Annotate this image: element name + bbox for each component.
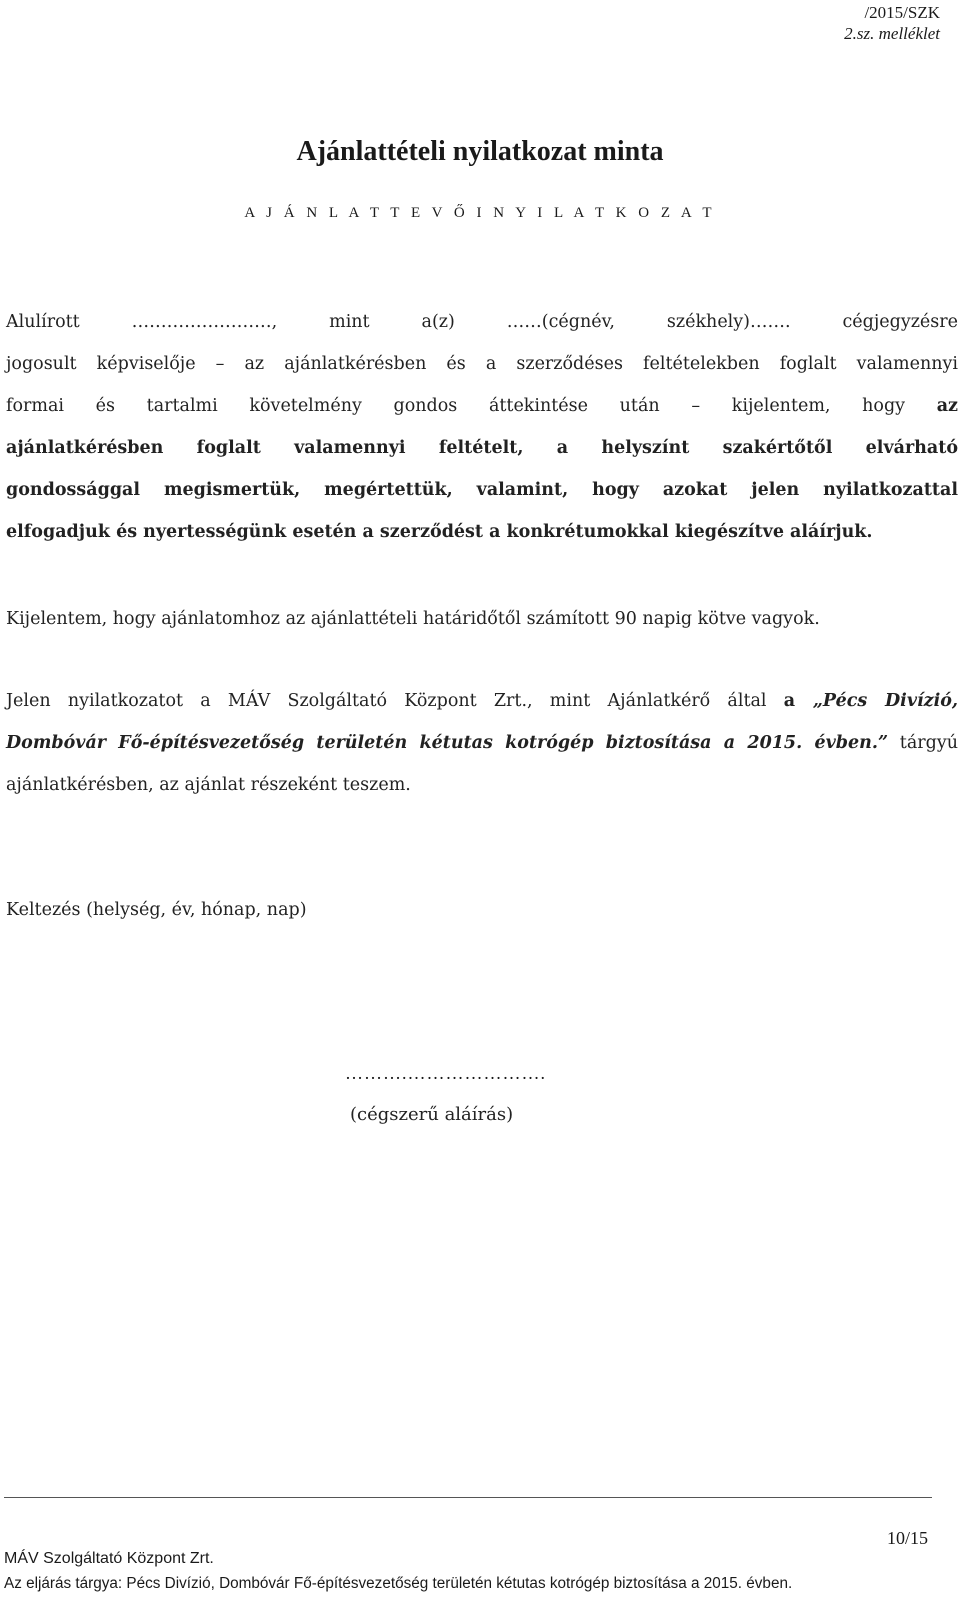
annex-label: 2.sz. melléklet	[844, 24, 940, 43]
date-place-label	[6, 889, 958, 931]
page-number: 10/15	[886, 1528, 928, 1548]
submission-text: tárgyú	[888, 733, 958, 753]
declaration-line	[6, 385, 958, 427]
signature-line: ……….………………….	[345, 1063, 546, 1083]
declaration-line: gondossággal megismertük, megértettük, valamint, hogy azokat jelen nyilatkozattal	[6, 480, 958, 500]
declaration-line: Alulírott ……………………, mint a(z) ……(cégnév, székhely)……. cégjegyzésre	[6, 312, 958, 332]
declaration-line: ajánlatkérésben foglalt valamennyi feltételt, a helyszínt szakértőtől elvárható	[6, 438, 958, 458]
declaration-paragraph	[6, 301, 958, 553]
footer-divider	[4, 1497, 932, 1498]
submission-paragraph	[6, 680, 958, 806]
reference-number: /2015/SZK	[864, 3, 940, 22]
date-place-text: Keltezés (helység, év, hónap, nap)	[6, 900, 307, 920]
footer-organization: MÁV Szolgáltató Központ Zrt.	[4, 1550, 214, 1567]
validity-text: Kijelentem, hogy ajánlatomhoz az ajánlattételi határidőtől számított 90 napig kötve vagyok.	[6, 609, 820, 629]
submission-line	[6, 680, 958, 722]
submission-text: Jelen nyilatkozatot a MÁV Szolgáltató Központ Zrt., mint Ajánlatkérő által	[6, 691, 784, 711]
submission-subject-text: Dombóvár Fő-építésvezetőség területén kétutas kotrógép biztosítása a 2015. évben.”	[6, 733, 889, 753]
validity-paragraph	[6, 598, 958, 640]
declaration-text: formai és tartalmi követelmény gondos áttekintése után – kijelentem, hogy	[6, 396, 937, 416]
footer-procedure-subject: Az eljárás tárgya: Pécs Divízió, Dombóvár Fő-építésvezetőség területén kétutas kotrógép biztosítása a 2015. évben.	[4, 1575, 793, 1592]
page-title: Ajánlattételi nyilatkozat minta	[296, 136, 664, 167]
page-subtitle: A J Á N L A T T E V Ő I N Y I L A T K O Z A T	[244, 205, 716, 221]
document-reference-header	[844, 2, 940, 44]
submission-line	[6, 722, 958, 764]
declaration-line: jogosult képviselője – az ajánlatkérésben és a szerződéses feltételekben foglalt valamennyi	[6, 354, 958, 374]
declaration-bold-text: az	[936, 396, 958, 416]
declaration-line: elfogadjuk és nyertességünk esetén a szerződést a konkrétumokkal kiegészítve aláírjuk.	[6, 522, 873, 542]
submission-bold-text: a	[783, 691, 813, 711]
submission-line: ajánlatkérésben, az ajánlat részeként teszem.	[6, 775, 411, 795]
submission-subject-text: „Pécs Divízió,	[812, 691, 958, 711]
signature-label: (cégszerű aláírás)	[350, 1104, 514, 1125]
